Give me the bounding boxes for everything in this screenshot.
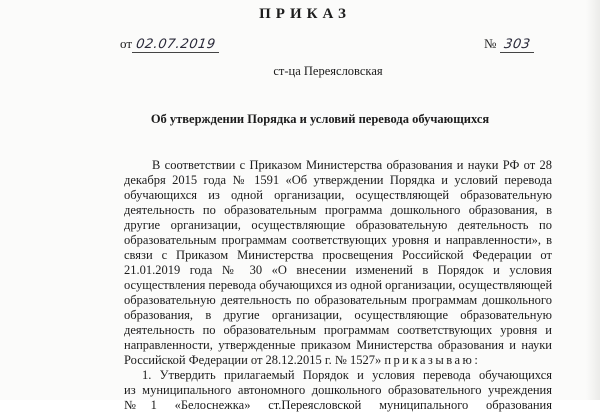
order-number <box>484 36 534 53</box>
date-prefix: от <box>120 36 133 51</box>
location: ст-ца Переясловская <box>273 64 383 78</box>
body-line: 21.01.2019 года № 30 «О внесении изменений в Порядок и условия <box>124 263 552 277</box>
body-line: В соответствии с Приказом Министерства образования и науки РФ от 28 <box>152 158 552 172</box>
handwritten-date: 02.07.2019 <box>135 37 217 52</box>
item-line: 1. Утвердить прилагаемый Порядок и условия перевода обучающихся <box>142 368 552 382</box>
body-line: осуществления перевода обучающихся из одной организации, осуществляющей <box>124 278 553 292</box>
order-verb: приказываю: <box>384 353 481 367</box>
document-title: ПРИКАЗ <box>259 6 351 22</box>
number-prefix: № <box>484 36 497 51</box>
body-line: деятельность по образовательным программа дошкольного образования, в <box>124 203 552 217</box>
body-line: образовательную деятельность по образовательным программам дошкольного <box>124 293 552 307</box>
order-subject: Об утверждении Порядка и условий перевода обучающихся <box>150 112 490 126</box>
body-line: деятельность по образовательным программам соответствующих уровня и <box>124 323 552 337</box>
item-line: из муниципального автономного дошкольного образовательного учреждения <box>124 383 552 397</box>
date-underline <box>132 37 219 53</box>
handwritten-number: 303 <box>502 37 532 52</box>
order-body <box>124 158 552 413</box>
body-line: декабря 2015 года № 1591 «Об утверждении Порядка и условий перевода <box>124 173 552 187</box>
body-line: направленности, утвержденные приказом Министерства образования и науки <box>124 338 552 352</box>
body-line: другие организации, осуществляющие образовательную деятельность по <box>124 218 552 232</box>
body-line: образования, в другие организации, осуществляющие образовательную <box>124 308 552 322</box>
body-line: образовательным программам соответствующих уровня и направленности», в <box>124 233 552 247</box>
scan-shadow <box>586 0 600 400</box>
body-line: обучающихся из одной организации, осуществляющей образовательную <box>124 188 552 202</box>
body-line: связи с Приказом Министерства просвещения Российской Федерации от <box>124 248 552 262</box>
body-line-final-text: Российской Федерации от 28.12.2015 г. № 1527» <box>124 353 382 367</box>
order-date <box>120 36 219 53</box>
number-underline <box>500 37 534 53</box>
body-line-final <box>124 353 552 368</box>
item-line: №1 «Белоснежка» ст.Переясловской муниципального образования <box>124 398 552 412</box>
